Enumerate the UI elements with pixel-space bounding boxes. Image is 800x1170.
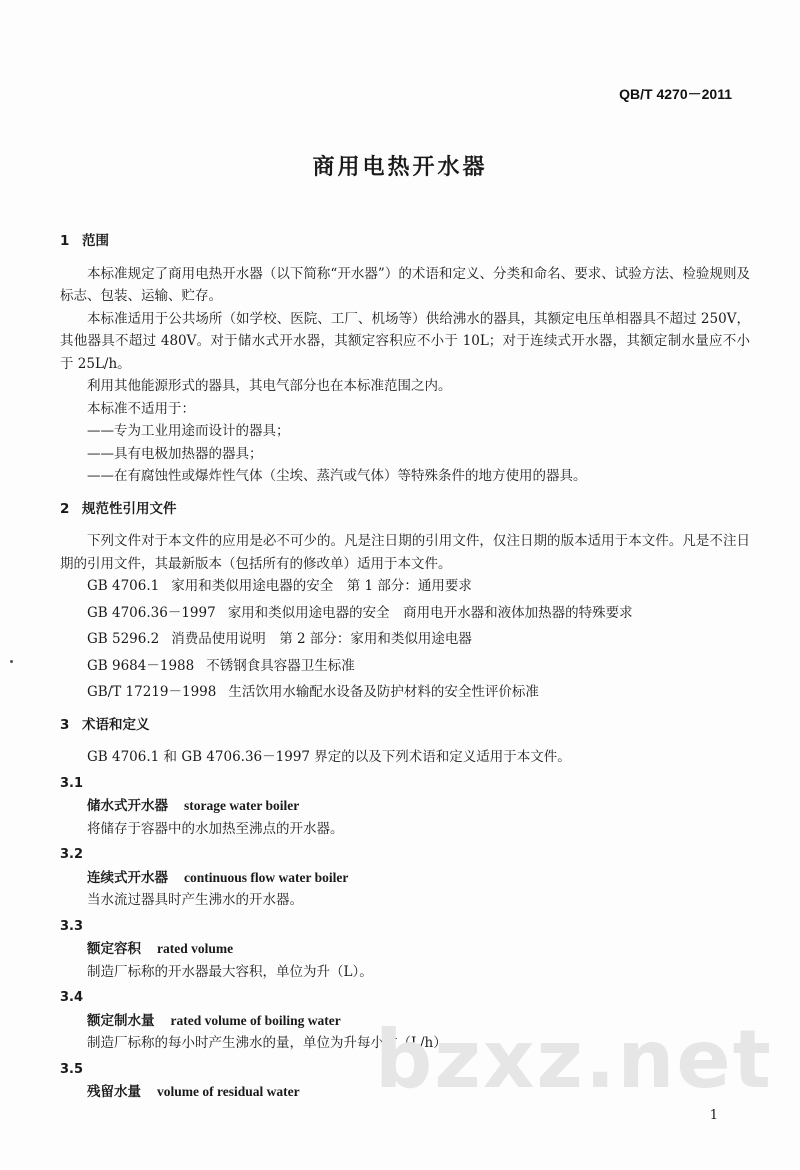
reference-item: GB 9684－1988 不锈钢食具容器卫生标准 <box>87 657 355 674</box>
term-definition: 制造厂标称的开水器最大容积，单位为升（L）。 <box>87 963 373 980</box>
scope-paragraph-4: 本标准不适用于： <box>87 400 195 417</box>
scope-paragraph-3: 利用其他能源形式的器具，其电气部分也在本标准范围之内。 <box>87 378 452 394</box>
term-definition: 制造厂标称的每小时产生沸水的量，单位为升每小时（L/h）。 <box>87 1035 454 1051</box>
term-number: 3.3 <box>60 918 84 934</box>
section-heading-normative-references: 2 规范性引用文件 <box>60 500 177 517</box>
document-title: 商用电热开水器 <box>312 155 488 180</box>
scope-exclusion-1: ——专为工业用途而设计的器具； <box>87 423 290 439</box>
term-name: 连续式开水器 continuous flow water boiler <box>87 869 349 886</box>
scope-paragraph-2: 本标准适用于公共场所（如学校、医院、工厂、机场等）供给沸水的器具，其额定电压单相器具不超过 250V，其他器具不超过 480V。对于储水式开水器，其额定容积应不小于 10L；对于连续式开水器，其额定制水量应不小于 25L/h。 <box>60 310 750 372</box>
standard-code: QB/T 4270－2011 <box>619 86 732 102</box>
scope-exclusion-2: ——具有电极加热器的器具； <box>87 445 263 462</box>
document-body <box>60 230 750 1104</box>
section-heading-terms: 3 术语和定义 <box>60 716 150 733</box>
term-name: 额定容积 rated volume <box>87 941 234 957</box>
scan-speck <box>10 660 13 663</box>
term-definition: 当水流过器具时产生沸水的开水器。 <box>87 892 303 908</box>
term-definition: 将储存于容器中的水加热至沸点的开水器。 <box>87 820 344 837</box>
terms-intro: GB 4706.1 和 GB 4706.36－1997 界定的以及下列术语和定义适用于本文件。 <box>87 749 571 765</box>
section-heading-scope: 1 范围 <box>60 233 109 249</box>
term-name: 额定制水量 rated volume of boiling water <box>87 1012 341 1029</box>
references-intro: 下列文件对于本文件的应用是必不可少的。凡是注日期的引用文件，仅注日期的版本适用于本文件。凡是不注日期的引用文件，其最新版本（包括所有的修改单）适用于本文件。 <box>60 533 750 572</box>
reference-item: GB 4706.1 家用和类似用途电器的安全 第 1 部分：通用要求 <box>87 578 472 594</box>
page-number: 1 <box>709 1108 718 1123</box>
scope-exclusion-3: ——在有腐蚀性或爆炸性气体（尘埃、蒸汽或气体）等特殊条件的地方使用的器具。 <box>87 468 587 484</box>
term-number: 3.2 <box>60 847 84 862</box>
reference-item: GB 4706.36－1997 家用和类似用途电器的安全 商用电开水器和液体加热器的特殊要求 <box>87 604 633 621</box>
reference-item: GB/T 17219－1998 生活饮用水输配水设备及防护材料的安全性评价标准 <box>87 684 539 700</box>
term-name: 储水式开水器 storage water boiler <box>87 798 300 814</box>
reference-item: GB 5296.2 消费品使用说明 第 2 部分：家用和类似用途电器 <box>87 631 472 647</box>
term-name: 残留水量 volume of residual water <box>87 1084 300 1100</box>
term-number: 3.1 <box>60 775 84 791</box>
watermark-logo: bzxz.net <box>375 1013 773 1106</box>
scope-paragraph-1: 本标准规定了商用电热开水器（以下简称“开水器”）的术语和定义、分类和命名、要求、试验方法、检验规则及标志、包装、运输、贮存。 <box>60 265 750 304</box>
term-number: 3.4 <box>60 990 84 1005</box>
term-number: 3.5 <box>60 1061 84 1077</box>
